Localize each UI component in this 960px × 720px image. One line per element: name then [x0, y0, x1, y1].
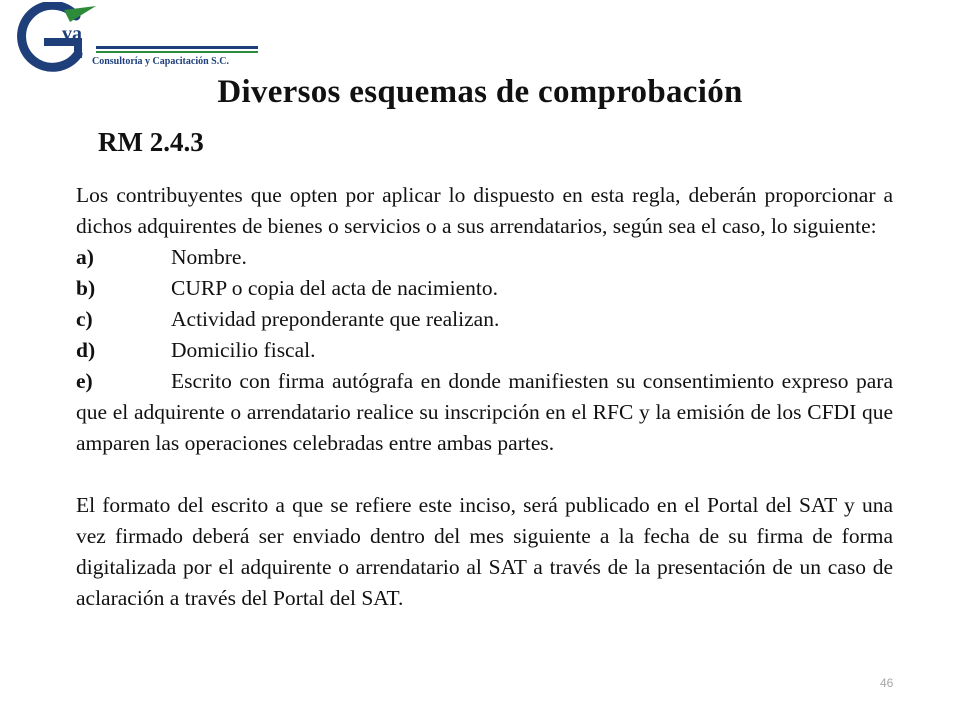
list-item-text: CURP o copia del acta de nacimiento. — [171, 276, 498, 300]
list-item — [76, 366, 893, 459]
logo-tagline: Consultoría y Capacitación S.C. — [92, 56, 229, 67]
rule-reference: RM 2.4.3 — [98, 127, 204, 157]
list-item-text: Actividad preponderante que realizan. — [171, 307, 500, 331]
intro-paragraph: Los contribuyentes que opten por aplicar lo dispuesto en esta regla, deberán proporcionar a dichos adquirentes de bienes o servicios o a sus arrendatarios, según sea el caso, lo siguiente: — [76, 183, 893, 238]
list-item-text: Escrito con firma autógrafa en donde manifiesten su consentimiento expreso para que el adquirente o arrendatario realice su inscripción en el RFC y la emisión de los CFDI que amparen las operaciones celebradas entre ambas partes. — [76, 369, 893, 455]
list-item-letter: e) — [76, 369, 93, 393]
list-item-letter: c) — [76, 307, 93, 331]
list-item-letter: b) — [76, 276, 96, 300]
list-item-text: Nombre. — [171, 245, 247, 269]
list-item-letter: d) — [76, 338, 96, 362]
list-item — [76, 335, 893, 366]
page-number: 46 — [880, 676, 894, 690]
list-item-letter: a) — [76, 245, 94, 269]
closing-paragraph: El formato del escrito a que se refiere este inciso, será publicado en el Portal del SAT y una vez firmado deberá ser enviado dentro del mes siguiente a la fecha de su firma de forma digitalizada por el adquirente o arrendatario al SAT a través de la presentación de un caso de aclaración a través del Portal del SAT. — [76, 493, 893, 610]
page-title: Diversos esquemas de comprobación — [217, 74, 743, 110]
paragraph-spacer — [76, 459, 893, 490]
list-item — [76, 304, 893, 335]
list-item — [76, 242, 893, 273]
list-item — [76, 273, 893, 304]
list-item-text: Domicilio fiscal. — [171, 338, 316, 362]
logo-mark-text: va — [62, 23, 82, 45]
slide-body — [76, 180, 893, 614]
